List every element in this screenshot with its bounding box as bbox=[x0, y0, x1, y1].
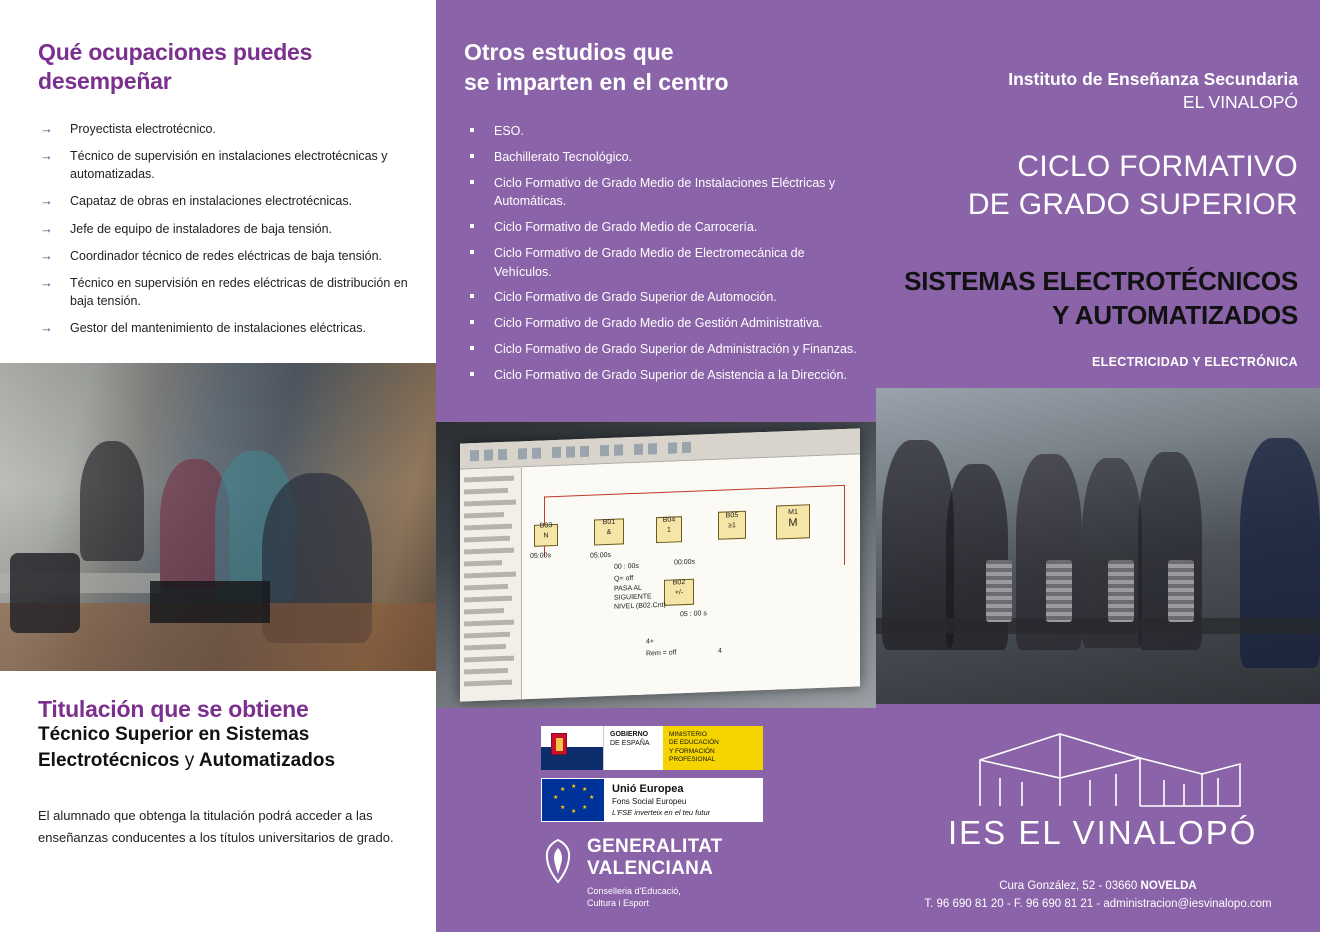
middle-heading bbox=[464, 38, 844, 98]
ciclo-title bbox=[898, 148, 1298, 225]
union-europea-logo bbox=[541, 778, 763, 822]
address-text: Cura González, 52 - 03660 bbox=[999, 880, 1141, 892]
arrow-icon: → bbox=[40, 274, 53, 290]
ministerio-text bbox=[663, 726, 763, 770]
insulator-icon bbox=[1046, 560, 1072, 622]
ladder-diagram-canvas bbox=[522, 454, 860, 699]
plc-block-tag: M1 bbox=[788, 508, 798, 517]
occupation-text: Jefe de equipo de instaladores de baja tensión. bbox=[70, 221, 332, 236]
list-item bbox=[466, 174, 861, 212]
plc-software-window bbox=[460, 428, 860, 701]
study-text: Bachillerato Tecnológico. bbox=[494, 149, 633, 164]
study-text: Ciclo Formativo de Grado Superior de Administración y Finanzas. bbox=[494, 341, 857, 356]
conselleria-line2: Cultura i Esport bbox=[587, 898, 650, 909]
address-town: NOVELDA bbox=[1140, 880, 1197, 892]
list-item bbox=[38, 220, 410, 238]
plc-block-tag: B01 bbox=[602, 518, 616, 527]
eu-title: Unió Europea bbox=[612, 783, 684, 796]
gobierno-text bbox=[603, 726, 663, 770]
plc-note: 4+ bbox=[646, 638, 654, 646]
plc-block bbox=[776, 504, 810, 539]
classroom-photo bbox=[0, 363, 436, 671]
plc-note: PASA AL SIGUIENTE NIVEL (B02.Cnt) bbox=[614, 584, 666, 611]
bullet-icon bbox=[470, 320, 474, 324]
arrow-icon: → bbox=[40, 247, 53, 263]
list-item bbox=[466, 218, 861, 237]
plc-block-label: N bbox=[543, 532, 549, 540]
list-item bbox=[466, 366, 861, 385]
insulator-icon bbox=[1108, 560, 1134, 622]
titulacion-line2b: Automatizados bbox=[198, 749, 336, 771]
ministerio-line1: MINISTERIO bbox=[669, 731, 707, 738]
list-item bbox=[38, 192, 410, 210]
contact-address-line bbox=[876, 878, 1320, 896]
generalitat-line1: GENERALITAT bbox=[587, 836, 723, 857]
ies-logo bbox=[940, 718, 1270, 868]
plc-block-label: 1 bbox=[667, 526, 671, 534]
eu-text bbox=[605, 782, 710, 818]
titulacion-body: El alumnado que obtenga la titulación podrá acceder a las enseñanzas conducentes a los títulos universitarios de grado. bbox=[38, 808, 394, 846]
plc-note: 05:00s bbox=[590, 551, 612, 560]
gobierno-line2: DE ESPAÑA bbox=[610, 739, 650, 747]
lab-bench bbox=[876, 618, 1320, 634]
lab-photo bbox=[876, 388, 1320, 704]
titulacion-heading: Titulación que se obtiene bbox=[38, 696, 309, 722]
plc-block-tag: B04 bbox=[662, 516, 676, 524]
list-item bbox=[38, 319, 410, 337]
plc-block-label: & bbox=[606, 528, 612, 537]
plc-block bbox=[594, 518, 624, 545]
titulacion-conjunction: y bbox=[184, 749, 195, 771]
occupations-list bbox=[38, 120, 410, 346]
occupation-text: Coordinador técnico de redes eléctricas de baja tensión. bbox=[70, 248, 382, 263]
ministerio-line2: DE EDUCACIÓN bbox=[669, 739, 719, 747]
list-item bbox=[38, 274, 410, 310]
course-line1: SISTEMAS ELECTROTÉCNICOS bbox=[904, 266, 1298, 296]
titulacion-subtitle bbox=[38, 722, 418, 773]
occupation-text: Gestor del mantenimiento de instalaciones eléctricas. bbox=[70, 321, 366, 335]
plc-note: 00:00s bbox=[674, 558, 696, 567]
bullet-icon bbox=[470, 346, 474, 350]
ciclo-line2: DE GRADO SUPERIOR bbox=[967, 188, 1298, 222]
study-text: Ciclo Formativo de Grado Medio de Carrocería. bbox=[494, 220, 758, 234]
generalitat-valenciana-logo bbox=[541, 836, 841, 909]
eu-flag-icon: ★ ★ ★ ★ ★ ★ ★ ★ bbox=[542, 779, 604, 821]
software-sidebar bbox=[460, 467, 522, 701]
bullet-icon bbox=[470, 224, 474, 228]
left-panel bbox=[0, 0, 436, 932]
institute-line2: EL VINALOPÓ bbox=[1182, 91, 1298, 112]
occupation-text: Capataz de obras en instalaciones electrotécnicas. bbox=[70, 194, 353, 209]
insulator-icon bbox=[986, 560, 1012, 622]
middle-heading-line1: Otros estudios que bbox=[464, 39, 674, 65]
plc-note: 05:00s bbox=[530, 552, 552, 560]
generalitat-text bbox=[587, 836, 841, 909]
arrow-icon: → bbox=[40, 220, 53, 236]
bullet-icon bbox=[470, 294, 474, 298]
list-item bbox=[466, 340, 861, 359]
list-item bbox=[38, 147, 410, 183]
course-line2: Y AUTOMATIZADOS bbox=[1052, 299, 1298, 330]
arrow-icon: → bbox=[40, 121, 53, 136]
software-screen-photo bbox=[436, 422, 876, 708]
bullet-icon bbox=[470, 154, 474, 158]
occupation-text: Técnico en supervisión en redes eléctricas de distribución en baja tensión. bbox=[70, 275, 408, 308]
list-item bbox=[466, 148, 861, 167]
ciclo-line1: CICLO FORMATIVO bbox=[1017, 150, 1298, 183]
insulator-icon bbox=[1168, 560, 1194, 622]
spain-flag-icon bbox=[541, 726, 603, 770]
generalitat-mark-icon bbox=[541, 838, 575, 884]
study-text: ESO. bbox=[494, 124, 524, 138]
plc-note: 4 bbox=[718, 647, 722, 655]
gobierno-line1: GOBIERNO bbox=[610, 731, 649, 738]
plc-block-tag: B03 bbox=[539, 522, 553, 530]
bullet-icon bbox=[470, 372, 474, 376]
arrow-icon: → bbox=[40, 193, 53, 209]
arrow-icon: → bbox=[40, 148, 53, 164]
list-item bbox=[466, 314, 861, 333]
logo-strip bbox=[436, 708, 876, 932]
ministerio-line3: Y FORMACIÓN PROFESIONAL bbox=[669, 747, 716, 764]
arrow-icon: → bbox=[40, 320, 53, 335]
middle-heading-line2: se imparten en el centro bbox=[464, 68, 729, 95]
plc-note: Q= off bbox=[614, 575, 634, 583]
plc-block-tag: B02 bbox=[672, 579, 686, 587]
ies-logo-text: IES EL VINALOPÓ bbox=[948, 814, 1258, 851]
occupation-text: Proyectista electrotécnico. bbox=[70, 122, 216, 136]
study-text: Ciclo Formativo de Grado Medio de Instalaciones Eléctricas y Automáticas. bbox=[494, 175, 836, 209]
plc-note: Rem = off bbox=[646, 649, 677, 658]
list-item bbox=[466, 288, 861, 307]
bullet-icon bbox=[470, 250, 474, 254]
bullet-icon bbox=[470, 128, 474, 132]
titulacion-line2a: Electrotécnicos bbox=[38, 749, 180, 771]
plc-block bbox=[664, 579, 694, 606]
institute-name bbox=[898, 68, 1298, 114]
spain-crest-icon bbox=[551, 733, 567, 755]
contact-phones: T. 96 690 81 20 - F. 96 690 81 21 - administracion@iesvinalopo.com bbox=[924, 897, 1272, 910]
study-text: Ciclo Formativo de Grado Medio de Electromecánica de Vehículos. bbox=[494, 245, 805, 279]
plc-block-label: ≥1 bbox=[728, 522, 736, 530]
generalitat-line2: VALENCIANA bbox=[587, 858, 714, 879]
list-item bbox=[38, 247, 410, 265]
institute-line1: Instituto de Enseñanza Secundaria bbox=[1008, 69, 1298, 89]
study-text: Ciclo Formativo de Grado Superior de Asistencia a la Dirección. bbox=[494, 367, 847, 382]
plc-note: 00 : 00s bbox=[614, 562, 639, 571]
list-item bbox=[38, 120, 410, 138]
list-item bbox=[466, 122, 861, 141]
contact-info bbox=[876, 878, 1320, 914]
study-text: Ciclo Formativo de Grado Medio de Gestión Administrativa. bbox=[494, 316, 823, 330]
plc-block bbox=[534, 524, 558, 547]
bullet-icon bbox=[470, 180, 474, 184]
eu-slogan: L'FSE inverteix en el teu futur bbox=[612, 807, 711, 817]
plc-block-tag: B05 bbox=[725, 511, 739, 520]
occupation-text: Técnico de supervisión en instalaciones electrotécnicas y automatizadas. bbox=[70, 149, 388, 182]
gobierno-de-espana-logo bbox=[541, 726, 763, 770]
titulacion-line1: Técnico Superior en Sistemas bbox=[38, 724, 310, 745]
course-title bbox=[888, 265, 1298, 333]
left-heading: Qué ocupaciones puedes desempeñar bbox=[38, 39, 313, 94]
plc-block bbox=[718, 511, 746, 540]
professional-family: ELECTRICIDAD Y ELECTRÓNICA bbox=[1092, 355, 1298, 369]
study-text: Ciclo Formativo de Grado Superior de Automoción. bbox=[494, 290, 777, 305]
plc-note: 05 : 00 s bbox=[680, 610, 707, 619]
conselleria-line1: Conselleria d'Educació, bbox=[587, 886, 681, 896]
plc-block-label: M bbox=[788, 516, 798, 530]
list-item bbox=[466, 244, 861, 282]
ies-building-icon bbox=[940, 718, 1270, 828]
plc-block-label: +/- bbox=[674, 589, 684, 597]
plc-block bbox=[656, 516, 682, 543]
eu-subtitle: Fons Social Europeu bbox=[612, 796, 687, 806]
studies-list bbox=[466, 122, 861, 391]
